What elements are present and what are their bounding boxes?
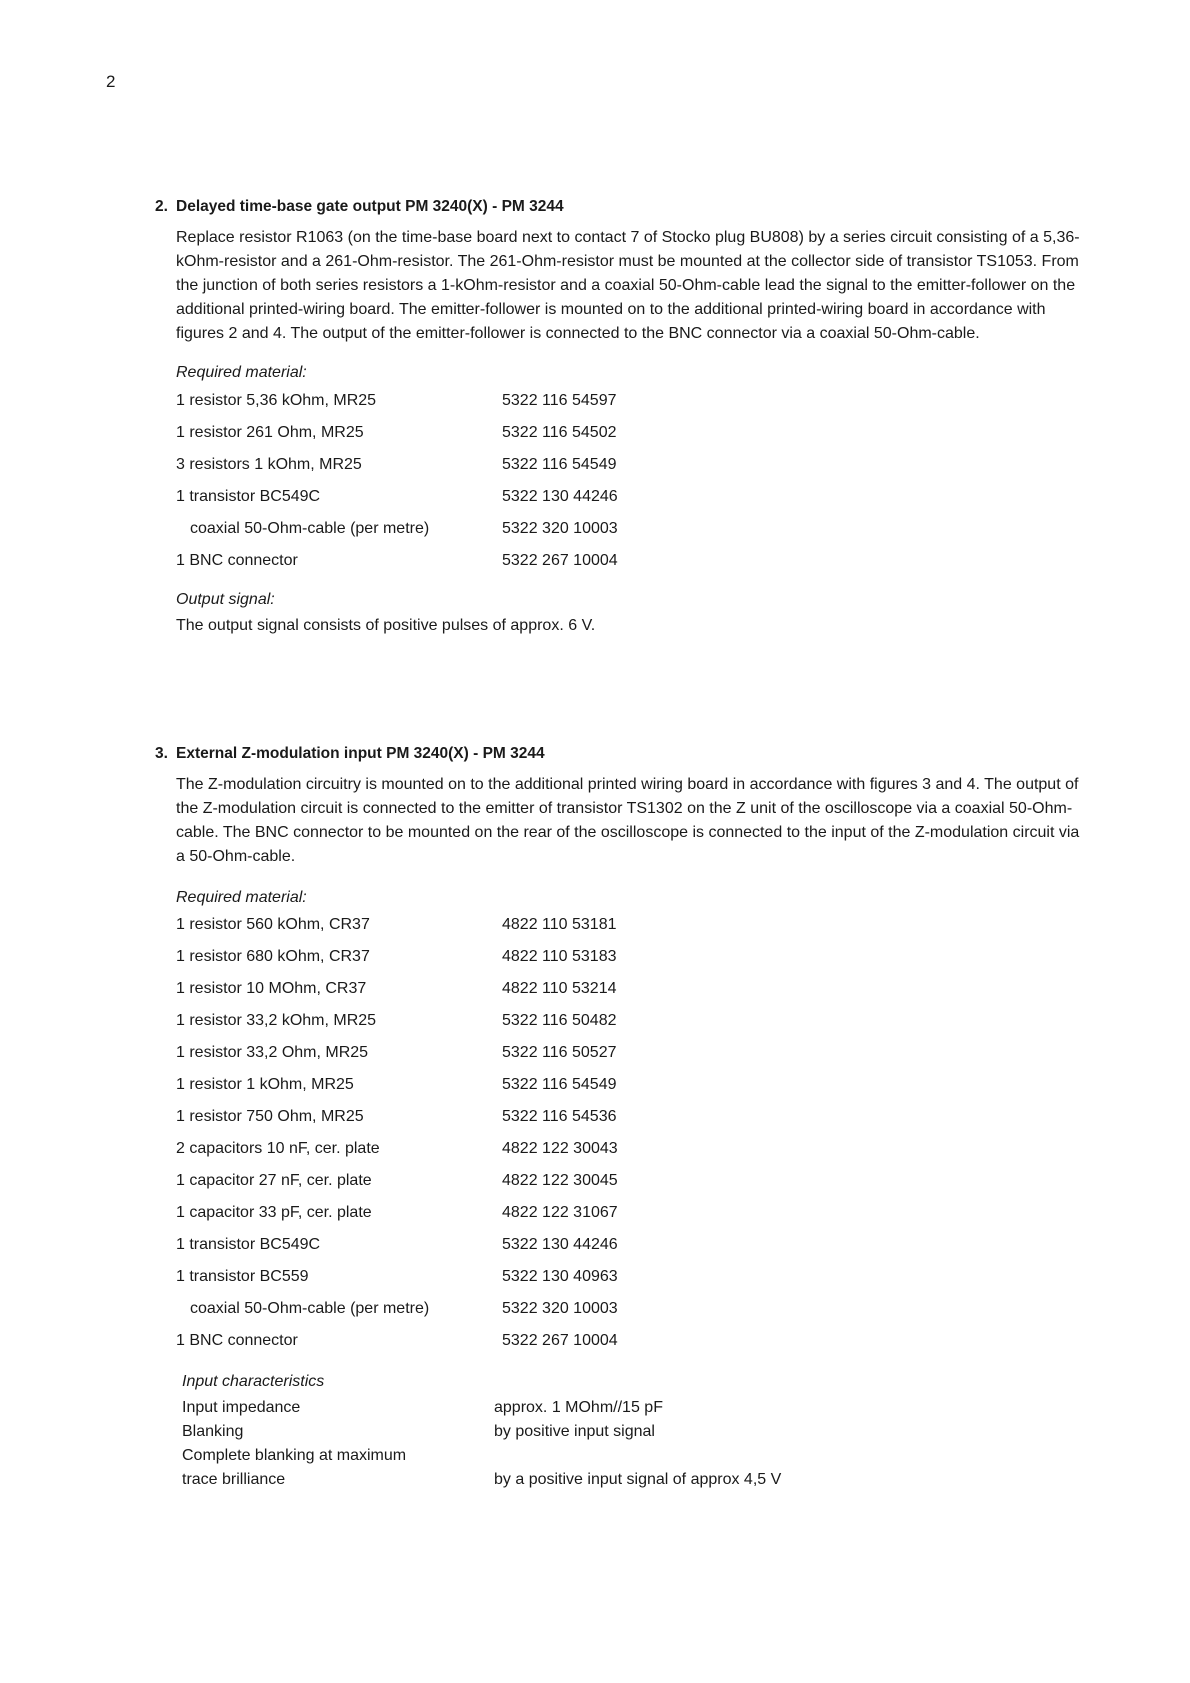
section-heading xyxy=(155,745,1085,763)
section-heading xyxy=(155,198,1085,216)
output-signal-label: Output signal: xyxy=(176,591,275,608)
material-code: 5322 116 54536 xyxy=(502,1108,617,1125)
material-desc: 1 BNC connector xyxy=(176,552,298,569)
material-desc: 1 resistor 680 kOhm, CR37 xyxy=(176,948,370,965)
table-row xyxy=(182,1447,781,1471)
material-code: 5322 267 10004 xyxy=(502,1332,618,1349)
material-code: 4822 122 30043 xyxy=(502,1140,618,1157)
material-code: 5322 116 54502 xyxy=(502,424,617,441)
table-row xyxy=(176,1101,618,1133)
material-desc: 3 resistors 1 kOhm, MR25 xyxy=(176,456,362,473)
material-desc: 1 resistor 1 kOhm, MR25 xyxy=(176,1076,354,1093)
material-code: 5322 130 44246 xyxy=(502,488,618,505)
table-row xyxy=(182,1399,781,1423)
section-title: External Z-modulation input PM 3240(X) - PM 3244 xyxy=(176,745,545,762)
material-code: 4822 110 53214 xyxy=(502,980,617,997)
section-number: 3. xyxy=(155,745,168,762)
table-row xyxy=(176,909,618,941)
table-row xyxy=(176,385,618,417)
material-code: 4822 110 53181 xyxy=(502,916,617,933)
material-code: 4822 110 53183 xyxy=(502,948,617,965)
material-desc: 1 resistor 33,2 Ohm, MR25 xyxy=(176,1044,369,1061)
characteristic-value: by positive input signal xyxy=(494,1423,655,1440)
characteristic-value: approx. 1 MOhm//15 pF xyxy=(494,1399,663,1416)
material-code: 5322 130 40963 xyxy=(502,1268,618,1285)
table-row xyxy=(176,1229,618,1261)
material-desc: 1 capacitor 27 nF, cer. plate xyxy=(176,1172,372,1189)
material-code: 5322 130 44246 xyxy=(502,1236,618,1253)
table-row xyxy=(182,1423,781,1447)
input-characteristics-label: Input characteristics xyxy=(182,1373,325,1390)
section-number: 2. xyxy=(155,198,168,215)
input-characteristics-table xyxy=(182,1399,781,1495)
material-desc: 1 transistor BC549C xyxy=(176,488,321,505)
characteristic-value: by a positive input signal of approx 4,5 V xyxy=(494,1471,782,1488)
table-row xyxy=(176,1037,618,1069)
material-code: 5322 116 54549 xyxy=(502,1076,617,1093)
page-number: 2 xyxy=(106,72,116,91)
table-row xyxy=(176,449,618,481)
material-code: 5322 320 10003 xyxy=(502,1300,618,1317)
section-paragraph: The Z-modulation circuitry is mounted on to the additional printed wiring board in accordance with figures 3 and 4. The output of the Z-modulation circuit is connected to the emitter of transistor TS1302 on the Z unit of the oscilloscope via a coaxial 50-Ohm-cable. The BNC connector to be mounted on the rear of the oscilloscope is connected to the input of the Z-modulation circuit via a 50-Ohm-cable. xyxy=(176,776,1080,865)
table-row xyxy=(176,941,618,973)
material-desc: 1 capacitor 33 pF, cer. plate xyxy=(176,1204,372,1221)
material-desc: 1 resistor 33,2 kOhm, MR25 xyxy=(176,1012,377,1029)
table-row xyxy=(176,973,618,1005)
material-desc: coaxial 50-Ohm-cable (per metre) xyxy=(190,520,430,537)
table-row xyxy=(176,1005,618,1037)
characteristic-label: trace brilliance xyxy=(182,1471,286,1488)
material-desc: 1 BNC connector xyxy=(176,1332,298,1349)
table-row xyxy=(176,417,618,449)
material-code: 5322 116 50527 xyxy=(502,1044,617,1061)
table-row xyxy=(176,1133,618,1165)
material-desc: 1 transistor BC559 xyxy=(176,1268,309,1285)
table-row xyxy=(176,1325,618,1357)
section-paragraph: Replace resistor R1063 (on the time-base board next to contact 7 of Stocko plug BU808) by a series circuit consisting of a 5,36-kOhm-resistor and a 261-Ohm-resistor. The 261-Ohm-resistor must be mounted at the collector side of transistor TS1053. From the junction of both series resistors a 1-kOhm-resistor and a coaxial 50-Ohm-cable lead the signal to the emitter-follower on the additional printed-wiring board. The emitter-follower is mounted on to the additional printed-wiring board in accordance with figures 2 and 4. The output of the emitter-follower is connected to the BNC connector via a coaxial 50-Ohm-cable. xyxy=(176,229,1080,342)
table-row xyxy=(176,1197,618,1229)
material-code: 4822 122 31067 xyxy=(502,1204,618,1221)
characteristic-label: Input impedance xyxy=(182,1399,301,1416)
required-material-table xyxy=(176,909,618,1357)
material-code: 5322 320 10003 xyxy=(502,520,618,537)
material-desc: 1 resistor 750 Ohm, MR25 xyxy=(176,1108,364,1125)
material-code: 5322 116 50482 xyxy=(502,1012,617,1029)
material-desc: 1 resistor 5,36 kOhm, MR25 xyxy=(176,392,377,409)
material-desc: coaxial 50-Ohm-cable (per metre) xyxy=(190,1300,430,1317)
material-desc: 1 resistor 10 MOhm, CR37 xyxy=(176,980,367,997)
section-title: Delayed time-base gate output PM 3240(X) - PM 3244 xyxy=(176,198,564,215)
characteristic-label: Complete blanking at maximum xyxy=(182,1447,407,1464)
required-material-table xyxy=(176,385,618,577)
material-desc: 1 transistor BC549C xyxy=(176,1236,321,1253)
table-row xyxy=(176,513,618,545)
characteristic-value xyxy=(494,1447,781,1471)
required-material-label: Required material: xyxy=(176,364,307,381)
table-row xyxy=(176,545,618,577)
characteristic-label: Blanking xyxy=(182,1423,244,1440)
material-desc: 1 resistor 560 kOhm, CR37 xyxy=(176,916,370,933)
required-material-label: Required material: xyxy=(176,889,307,906)
table-row xyxy=(182,1471,781,1495)
output-signal-text: The output signal consists of positive pulses of approx. 6 V. xyxy=(176,617,596,634)
material-code: 4822 122 30045 xyxy=(502,1172,618,1189)
material-code: 5322 267 10004 xyxy=(502,552,618,569)
section-z-modulation xyxy=(155,745,1085,1495)
table-row xyxy=(176,1293,618,1325)
material-desc: 1 resistor 261 Ohm, MR25 xyxy=(176,424,364,441)
table-row xyxy=(176,1261,618,1293)
section-delayed-time-base xyxy=(155,198,1085,635)
table-row xyxy=(176,1069,618,1101)
material-code: 5322 116 54549 xyxy=(502,456,617,473)
table-row xyxy=(176,1165,618,1197)
table-row xyxy=(176,481,618,513)
material-code: 5322 116 54597 xyxy=(502,392,617,409)
material-desc: 2 capacitors 10 nF, cer. plate xyxy=(176,1140,380,1157)
